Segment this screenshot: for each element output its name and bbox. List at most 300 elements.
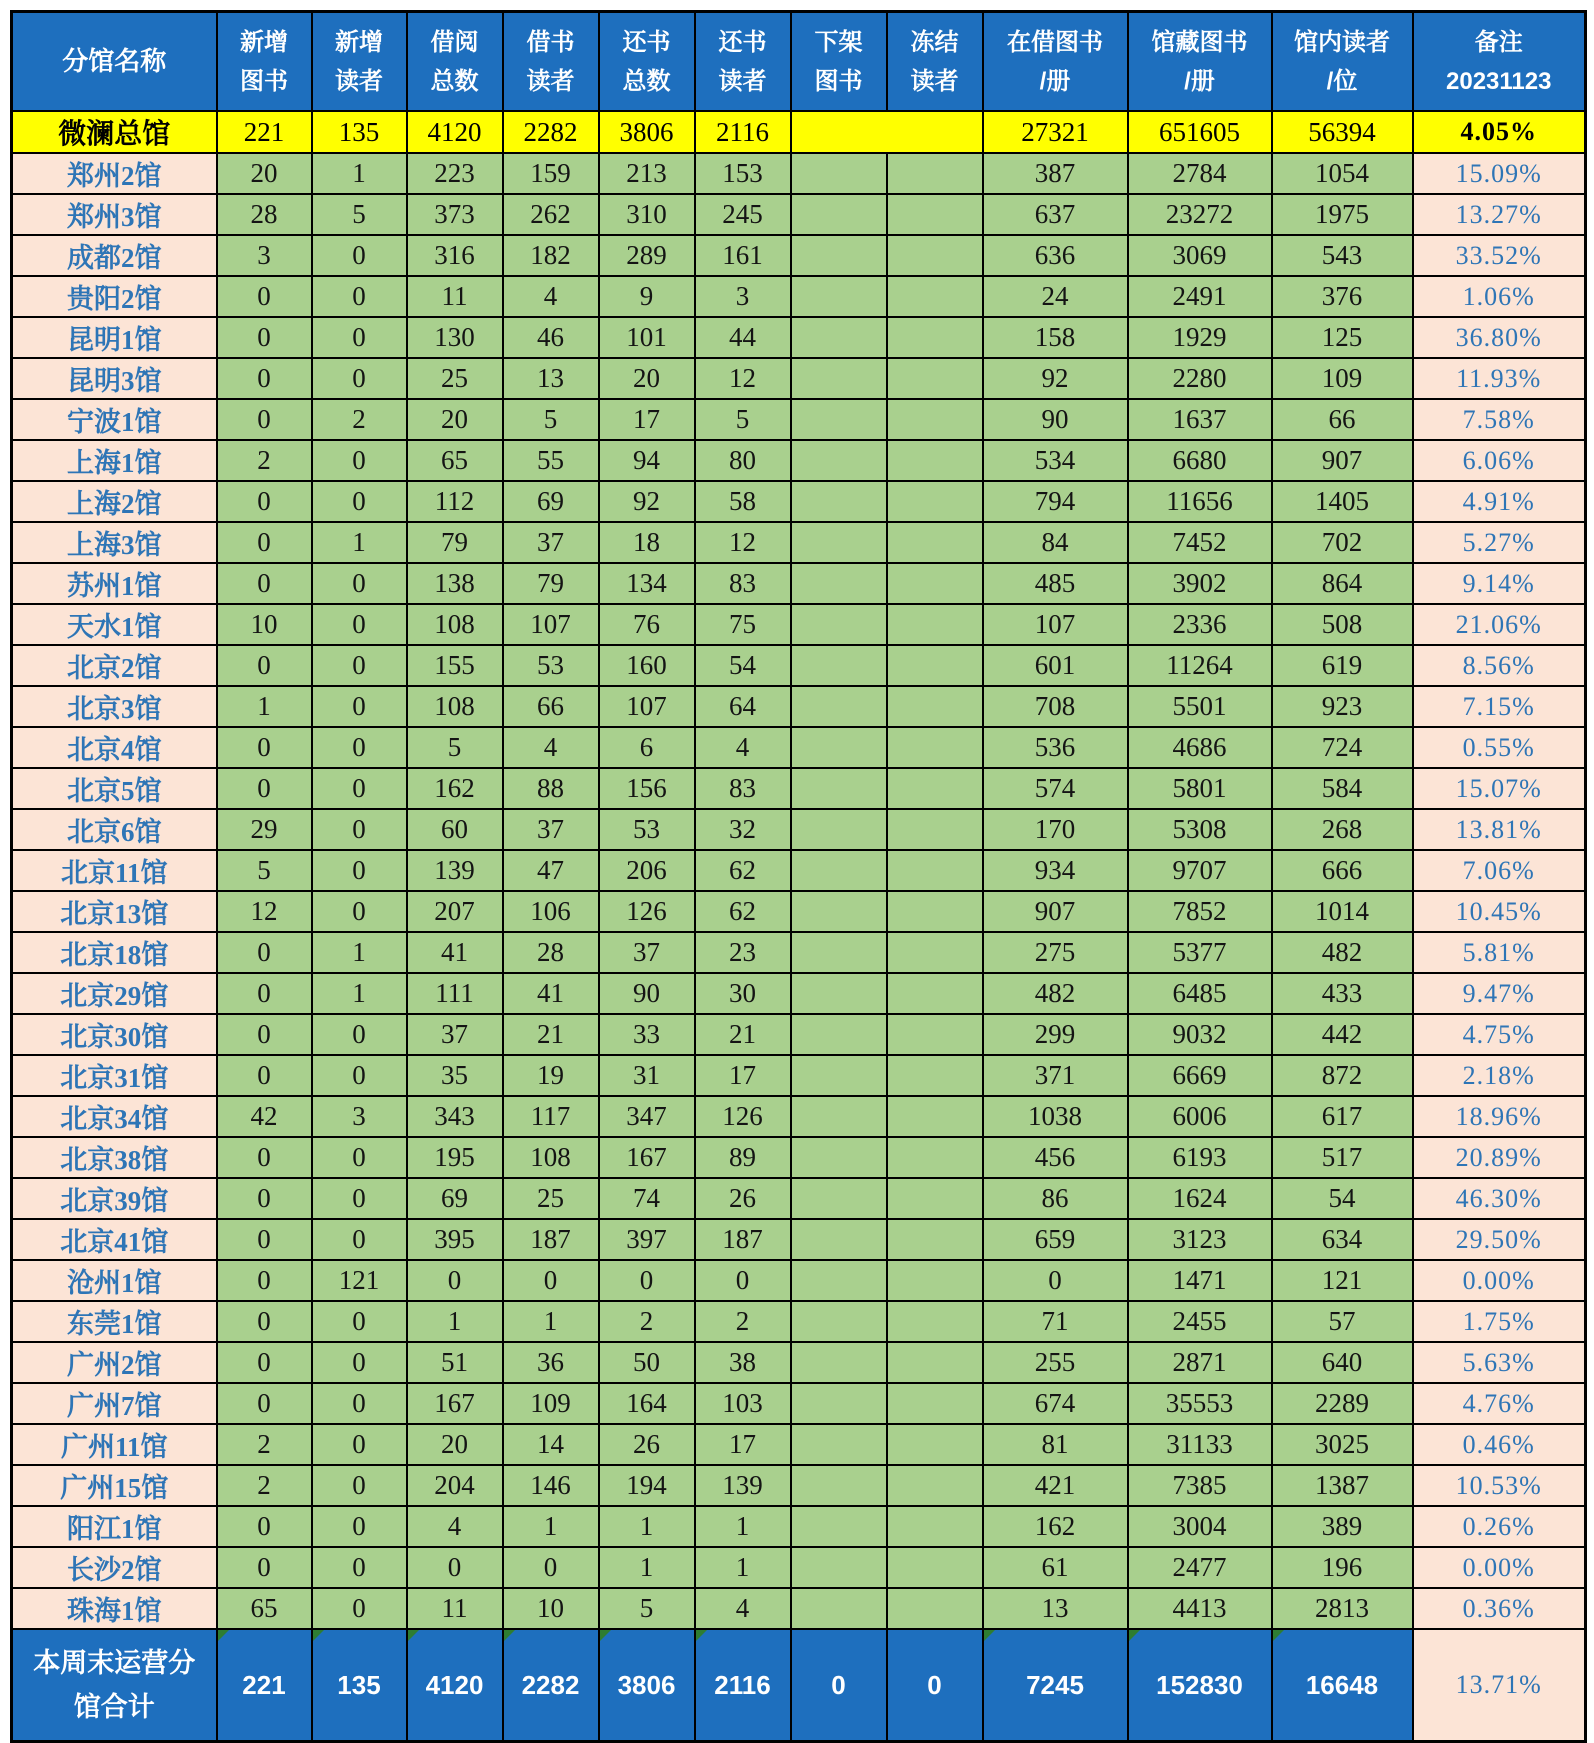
remark-cell[interactable]: 5.81%	[1413, 932, 1586, 973]
value-cell-removed_books[interactable]	[791, 440, 887, 481]
value-cell-new_readers[interactable]: 0	[312, 276, 407, 317]
value-cell-removed_books[interactable]	[791, 399, 887, 440]
value-cell-borrow_readers[interactable]: 55	[503, 440, 599, 481]
value-cell-removed_books[interactable]	[791, 1137, 887, 1178]
value-cell-books_on_loan[interactable]: 81	[983, 1424, 1128, 1465]
remark-cell[interactable]: 46.30%	[1413, 1178, 1586, 1219]
remark-cell[interactable]: 29.50%	[1413, 1219, 1586, 1260]
value-cell-library_readers[interactable]: 376	[1272, 276, 1413, 317]
value-cell-frozen_readers[interactable]	[887, 1588, 983, 1629]
value-cell-return_readers[interactable]: 153	[695, 153, 791, 194]
column-header-return_readers[interactable]	[695, 12, 791, 112]
value-cell-new_books[interactable]: 0	[217, 1383, 312, 1424]
branch-name-cell[interactable]: 宁波1馆	[12, 399, 217, 440]
branch-name-cell[interactable]: 东莞1馆	[12, 1301, 217, 1342]
branch-name-cell[interactable]: 广州15馆	[12, 1465, 217, 1506]
remark-cell[interactable]: 4.76%	[1413, 1383, 1586, 1424]
value-cell-books_on_loan[interactable]: 421	[983, 1465, 1128, 1506]
value-cell-return_total[interactable]: 20	[599, 358, 695, 399]
value-cell-collection_books[interactable]: 4686	[1128, 727, 1272, 768]
remark-cell[interactable]: 7.06%	[1413, 850, 1586, 891]
value-cell-collection_books[interactable]: 3004	[1128, 1506, 1272, 1547]
branch-name-cell[interactable]: 贵阳2馆	[12, 276, 217, 317]
value-cell-borrow_total[interactable]: 111	[407, 973, 503, 1014]
total-cell-new_readers[interactable]: 135	[312, 111, 407, 153]
value-cell-frozen_readers[interactable]	[887, 604, 983, 645]
value-cell-return_readers[interactable]: 38	[695, 1342, 791, 1383]
value-cell-frozen_readers[interactable]	[887, 768, 983, 809]
value-cell-library_readers[interactable]: 666	[1272, 850, 1413, 891]
value-cell-new_books[interactable]: 29	[217, 809, 312, 850]
value-cell-borrow_total[interactable]: 108	[407, 604, 503, 645]
value-cell-books_on_loan[interactable]: 934	[983, 850, 1128, 891]
value-cell-borrow_total[interactable]: 60	[407, 809, 503, 850]
value-cell-books_on_loan[interactable]: 92	[983, 358, 1128, 399]
branch-name-cell[interactable]: 广州7馆	[12, 1383, 217, 1424]
value-cell-frozen_readers[interactable]	[887, 358, 983, 399]
value-cell-new_readers[interactable]: 1	[312, 932, 407, 973]
value-cell-removed_books[interactable]	[791, 1342, 887, 1383]
remark-cell[interactable]: 15.09%	[1413, 153, 1586, 194]
value-cell-borrow_total[interactable]: 20	[407, 1424, 503, 1465]
remark-cell[interactable]: 1.06%	[1413, 276, 1586, 317]
value-cell-return_readers[interactable]: 83	[695, 768, 791, 809]
remark-cell[interactable]: 0.00%	[1413, 1547, 1586, 1588]
branch-name-cell[interactable]: 北京41馆	[12, 1219, 217, 1260]
value-cell-frozen_readers[interactable]	[887, 399, 983, 440]
value-cell-books_on_loan[interactable]: 162	[983, 1506, 1128, 1547]
value-cell-return_readers[interactable]: 1	[695, 1547, 791, 1588]
branch-name-cell[interactable]: 阳江1馆	[12, 1506, 217, 1547]
value-cell-removed_books[interactable]	[791, 1096, 887, 1137]
branch-name-cell[interactable]: 昆明1馆	[12, 317, 217, 358]
value-cell-library_readers[interactable]: 634	[1272, 1219, 1413, 1260]
value-cell-return_total[interactable]: 107	[599, 686, 695, 727]
value-cell-frozen_readers[interactable]	[887, 1547, 983, 1588]
value-cell-books_on_loan[interactable]: 794	[983, 481, 1128, 522]
value-cell-borrow_readers[interactable]: 262	[503, 194, 599, 235]
value-cell-library_readers[interactable]: 389	[1272, 1506, 1413, 1547]
value-cell-collection_books[interactable]: 2477	[1128, 1547, 1272, 1588]
value-cell-collection_books[interactable]: 2336	[1128, 604, 1272, 645]
branch-name-cell[interactable]: 郑州3馆	[12, 194, 217, 235]
remark-cell[interactable]: 1.75%	[1413, 1301, 1586, 1342]
value-cell-borrow_readers[interactable]: 1	[503, 1506, 599, 1547]
value-cell-return_readers[interactable]: 5	[695, 399, 791, 440]
value-cell-borrow_readers[interactable]: 36	[503, 1342, 599, 1383]
value-cell-borrow_total[interactable]: 108	[407, 686, 503, 727]
value-cell-books_on_loan[interactable]: 1038	[983, 1096, 1128, 1137]
value-cell-return_readers[interactable]: 245	[695, 194, 791, 235]
value-cell-return_total[interactable]: 9	[599, 276, 695, 317]
branch-name-cell[interactable]: 北京4馆	[12, 727, 217, 768]
value-cell-borrow_readers[interactable]: 53	[503, 645, 599, 686]
value-cell-borrow_total[interactable]: 37	[407, 1014, 503, 1055]
value-cell-return_readers[interactable]: 62	[695, 850, 791, 891]
value-cell-return_total[interactable]: 2	[599, 1301, 695, 1342]
value-cell-borrow_total[interactable]: 4	[407, 1506, 503, 1547]
value-cell-borrow_readers[interactable]: 21	[503, 1014, 599, 1055]
value-cell-library_readers[interactable]: 3025	[1272, 1424, 1413, 1465]
value-cell-removed_books[interactable]	[791, 645, 887, 686]
remark-cell[interactable]: 0.55%	[1413, 727, 1586, 768]
value-cell-collection_books[interactable]: 3902	[1128, 563, 1272, 604]
value-cell-new_books[interactable]: 2	[217, 1465, 312, 1506]
value-cell-removed_books[interactable]	[791, 317, 887, 358]
value-cell-books_on_loan[interactable]: 485	[983, 563, 1128, 604]
value-cell-library_readers[interactable]: 1014	[1272, 891, 1413, 932]
remark-cell[interactable]: 4.91%	[1413, 481, 1586, 522]
remark-cell[interactable]: 9.47%	[1413, 973, 1586, 1014]
value-cell-frozen_readers[interactable]	[887, 194, 983, 235]
value-cell-new_books[interactable]: 0	[217, 1342, 312, 1383]
value-cell-return_total[interactable]: 76	[599, 604, 695, 645]
branch-name-cell[interactable]: 沧州1馆	[12, 1260, 217, 1301]
remark-cell[interactable]: 8.56%	[1413, 645, 1586, 686]
value-cell-books_on_loan[interactable]: 86	[983, 1178, 1128, 1219]
branch-name-cell[interactable]: 北京13馆	[12, 891, 217, 932]
column-header-remark[interactable]	[1413, 12, 1586, 112]
value-cell-frozen_readers[interactable]	[887, 1424, 983, 1465]
column-header-frozen_readers[interactable]	[887, 12, 983, 112]
value-cell-frozen_readers[interactable]	[887, 973, 983, 1014]
value-cell-books_on_loan[interactable]: 158	[983, 317, 1128, 358]
value-cell-new_readers[interactable]: 0	[312, 358, 407, 399]
total-cell-library_readers[interactable]: 56394	[1272, 111, 1413, 153]
value-cell-borrow_total[interactable]: 0	[407, 1260, 503, 1301]
branch-name-cell[interactable]: 广州2馆	[12, 1342, 217, 1383]
value-cell-borrow_total[interactable]: 51	[407, 1342, 503, 1383]
value-cell-removed_books[interactable]	[791, 973, 887, 1014]
value-cell-borrow_readers[interactable]: 4	[503, 276, 599, 317]
value-cell-return_readers[interactable]: 1	[695, 1506, 791, 1547]
value-cell-new_readers[interactable]: 0	[312, 317, 407, 358]
branch-name-cell[interactable]: 北京31馆	[12, 1055, 217, 1096]
value-cell-return_total[interactable]: 101	[599, 317, 695, 358]
value-cell-frozen_readers[interactable]	[887, 1465, 983, 1506]
value-cell-borrow_readers[interactable]: 146	[503, 1465, 599, 1506]
value-cell-collection_books[interactable]: 5801	[1128, 768, 1272, 809]
remark-cell[interactable]: 36.80%	[1413, 317, 1586, 358]
branch-name-cell[interactable]: 北京34馆	[12, 1096, 217, 1137]
value-cell-frozen_readers[interactable]	[887, 1137, 983, 1178]
value-cell-return_readers[interactable]: 17	[695, 1055, 791, 1096]
value-cell-library_readers[interactable]: 1054	[1272, 153, 1413, 194]
value-cell-frozen_readers[interactable]	[887, 1383, 983, 1424]
value-cell-frozen_readers[interactable]	[887, 235, 983, 276]
value-cell-removed_books[interactable]	[791, 850, 887, 891]
value-cell-collection_books[interactable]: 6485	[1128, 973, 1272, 1014]
value-cell-new_books[interactable]: 0	[217, 276, 312, 317]
value-cell-new_books[interactable]: 0	[217, 1178, 312, 1219]
value-cell-return_total[interactable]: 156	[599, 768, 695, 809]
value-cell-new_books[interactable]: 0	[217, 399, 312, 440]
value-cell-removed_books[interactable]	[791, 891, 887, 932]
value-cell-books_on_loan[interactable]: 907	[983, 891, 1128, 932]
value-cell-books_on_loan[interactable]: 371	[983, 1055, 1128, 1096]
remark-cell[interactable]: 18.96%	[1413, 1096, 1586, 1137]
value-cell-return_readers[interactable]: 32	[695, 809, 791, 850]
value-cell-return_readers[interactable]: 62	[695, 891, 791, 932]
value-cell-borrow_total[interactable]: 207	[407, 891, 503, 932]
value-cell-removed_books[interactable]	[791, 1588, 887, 1629]
value-cell-books_on_loan[interactable]: 255	[983, 1342, 1128, 1383]
value-cell-new_readers[interactable]: 0	[312, 850, 407, 891]
value-cell-library_readers[interactable]: 619	[1272, 645, 1413, 686]
value-cell-borrow_total[interactable]: 139	[407, 850, 503, 891]
value-cell-return_readers[interactable]: 30	[695, 973, 791, 1014]
value-cell-frozen_readers[interactable]	[887, 317, 983, 358]
value-cell-new_readers[interactable]: 0	[312, 1424, 407, 1465]
value-cell-library_readers[interactable]: 2813	[1272, 1588, 1413, 1629]
value-cell-frozen_readers[interactable]	[887, 1342, 983, 1383]
value-cell-removed_books[interactable]	[791, 686, 887, 727]
remark-cell[interactable]: 10.53%	[1413, 1465, 1586, 1506]
remark-cell[interactable]: 9.14%	[1413, 563, 1586, 604]
remark-cell[interactable]: 13.81%	[1413, 809, 1586, 850]
value-cell-borrow_readers[interactable]: 14	[503, 1424, 599, 1465]
value-cell-removed_books[interactable]	[791, 522, 887, 563]
value-cell-borrow_readers[interactable]: 108	[503, 1137, 599, 1178]
value-cell-frozen_readers[interactable]	[887, 481, 983, 522]
remark-cell[interactable]: 13.27%	[1413, 194, 1586, 235]
value-cell-borrow_total[interactable]: 69	[407, 1178, 503, 1219]
value-cell-library_readers[interactable]: 617	[1272, 1096, 1413, 1137]
value-cell-books_on_loan[interactable]: 637	[983, 194, 1128, 235]
footer-value-cell-books_on_loan[interactable]: 7245	[983, 1629, 1128, 1742]
value-cell-new_readers[interactable]: 0	[312, 563, 407, 604]
value-cell-collection_books[interactable]: 2871	[1128, 1342, 1272, 1383]
value-cell-return_total[interactable]: 206	[599, 850, 695, 891]
remark-cell[interactable]: 10.45%	[1413, 891, 1586, 932]
value-cell-library_readers[interactable]: 543	[1272, 235, 1413, 276]
value-cell-return_total[interactable]: 347	[599, 1096, 695, 1137]
value-cell-borrow_total[interactable]: 223	[407, 153, 503, 194]
total-cell-collection_books[interactable]: 651605	[1128, 111, 1272, 153]
value-cell-borrow_total[interactable]: 155	[407, 645, 503, 686]
value-cell-books_on_loan[interactable]: 534	[983, 440, 1128, 481]
remark-cell[interactable]: 5.27%	[1413, 522, 1586, 563]
column-header-borrow_total[interactable]	[407, 12, 503, 112]
remark-cell[interactable]: 6.06%	[1413, 440, 1586, 481]
value-cell-library_readers[interactable]: 125	[1272, 317, 1413, 358]
value-cell-frozen_readers[interactable]	[887, 891, 983, 932]
value-cell-borrow_readers[interactable]: 4	[503, 727, 599, 768]
value-cell-library_readers[interactable]: 442	[1272, 1014, 1413, 1055]
value-cell-new_readers[interactable]: 0	[312, 768, 407, 809]
value-cell-return_readers[interactable]: 26	[695, 1178, 791, 1219]
footer-value-cell-removed_books[interactable]: 0	[791, 1629, 887, 1742]
value-cell-return_readers[interactable]: 12	[695, 358, 791, 399]
footer-value-cell-return_total[interactable]: 3806	[599, 1629, 695, 1742]
value-cell-borrow_readers[interactable]: 19	[503, 1055, 599, 1096]
value-cell-frozen_readers[interactable]	[887, 440, 983, 481]
value-cell-return_total[interactable]: 0	[599, 1260, 695, 1301]
remark-cell[interactable]: 15.07%	[1413, 768, 1586, 809]
value-cell-new_books[interactable]: 3	[217, 235, 312, 276]
branch-name-cell[interactable]: 北京6馆	[12, 809, 217, 850]
value-cell-return_readers[interactable]: 80	[695, 440, 791, 481]
value-cell-new_books[interactable]: 0	[217, 358, 312, 399]
value-cell-borrow_total[interactable]: 195	[407, 1137, 503, 1178]
value-cell-borrow_total[interactable]: 138	[407, 563, 503, 604]
value-cell-new_books[interactable]: 42	[217, 1096, 312, 1137]
value-cell-collection_books[interactable]: 1624	[1128, 1178, 1272, 1219]
value-cell-library_readers[interactable]: 517	[1272, 1137, 1413, 1178]
value-cell-return_readers[interactable]: 4	[695, 1588, 791, 1629]
value-cell-new_readers[interactable]: 3	[312, 1096, 407, 1137]
value-cell-new_books[interactable]: 10	[217, 604, 312, 645]
value-cell-return_readers[interactable]: 3	[695, 276, 791, 317]
value-cell-return_total[interactable]: 74	[599, 1178, 695, 1219]
value-cell-removed_books[interactable]	[791, 358, 887, 399]
value-cell-return_total[interactable]: 90	[599, 973, 695, 1014]
value-cell-collection_books[interactable]: 3069	[1128, 235, 1272, 276]
value-cell-new_readers[interactable]: 0	[312, 1137, 407, 1178]
value-cell-new_readers[interactable]: 0	[312, 1219, 407, 1260]
column-header-new_books[interactable]	[217, 12, 312, 112]
value-cell-return_readers[interactable]: 187	[695, 1219, 791, 1260]
value-cell-new_readers[interactable]: 0	[312, 440, 407, 481]
value-cell-new_readers[interactable]: 0	[312, 686, 407, 727]
value-cell-collection_books[interactable]: 4413	[1128, 1588, 1272, 1629]
value-cell-frozen_readers[interactable]	[887, 1178, 983, 1219]
footer-remark-cell[interactable]: 13.71%	[1413, 1629, 1586, 1742]
value-cell-borrow_readers[interactable]: 117	[503, 1096, 599, 1137]
value-cell-new_books[interactable]: 2	[217, 440, 312, 481]
value-cell-library_readers[interactable]: 724	[1272, 727, 1413, 768]
value-cell-books_on_loan[interactable]: 456	[983, 1137, 1128, 1178]
value-cell-removed_books[interactable]	[791, 1178, 887, 1219]
value-cell-library_readers[interactable]: 57	[1272, 1301, 1413, 1342]
value-cell-return_total[interactable]: 126	[599, 891, 695, 932]
value-cell-new_books[interactable]: 0	[217, 1055, 312, 1096]
value-cell-removed_books[interactable]	[791, 604, 887, 645]
value-cell-borrow_readers[interactable]: 46	[503, 317, 599, 358]
value-cell-borrow_readers[interactable]: 10	[503, 1588, 599, 1629]
value-cell-new_books[interactable]: 65	[217, 1588, 312, 1629]
remark-cell[interactable]: 0.26%	[1413, 1506, 1586, 1547]
column-header-collection_books[interactable]	[1128, 12, 1272, 112]
footer-value-cell-borrow_readers[interactable]: 2282	[503, 1629, 599, 1742]
branch-name-cell[interactable]: 上海2馆	[12, 481, 217, 522]
remark-cell[interactable]: 11.93%	[1413, 358, 1586, 399]
value-cell-frozen_readers[interactable]	[887, 153, 983, 194]
value-cell-collection_books[interactable]: 11264	[1128, 645, 1272, 686]
value-cell-borrow_total[interactable]: 25	[407, 358, 503, 399]
value-cell-new_readers[interactable]: 0	[312, 1014, 407, 1055]
value-cell-collection_books[interactable]: 7852	[1128, 891, 1272, 932]
value-cell-collection_books[interactable]: 9707	[1128, 850, 1272, 891]
value-cell-removed_books[interactable]	[791, 1014, 887, 1055]
value-cell-return_total[interactable]: 1	[599, 1506, 695, 1547]
value-cell-borrow_readers[interactable]: 182	[503, 235, 599, 276]
value-cell-new_books[interactable]: 28	[217, 194, 312, 235]
value-cell-library_readers[interactable]: 482	[1272, 932, 1413, 973]
value-cell-borrow_readers[interactable]: 66	[503, 686, 599, 727]
branch-name-cell[interactable]: 北京30馆	[12, 1014, 217, 1055]
value-cell-return_readers[interactable]: 54	[695, 645, 791, 686]
value-cell-library_readers[interactable]: 702	[1272, 522, 1413, 563]
value-cell-collection_books[interactable]: 5308	[1128, 809, 1272, 850]
value-cell-borrow_readers[interactable]: 0	[503, 1260, 599, 1301]
value-cell-new_readers[interactable]: 0	[312, 604, 407, 645]
value-cell-frozen_readers[interactable]	[887, 850, 983, 891]
value-cell-borrow_readers[interactable]: 13	[503, 358, 599, 399]
value-cell-return_total[interactable]: 31	[599, 1055, 695, 1096]
value-cell-return_readers[interactable]: 64	[695, 686, 791, 727]
value-cell-collection_books[interactable]: 9032	[1128, 1014, 1272, 1055]
branch-name-cell[interactable]: 广州11馆	[12, 1424, 217, 1465]
value-cell-new_books[interactable]: 5	[217, 850, 312, 891]
total-cell-return_readers[interactable]: 2116	[695, 111, 791, 153]
value-cell-borrow_total[interactable]: 373	[407, 194, 503, 235]
value-cell-borrow_readers[interactable]: 47	[503, 850, 599, 891]
remark-cell[interactable]: 20.89%	[1413, 1137, 1586, 1178]
value-cell-return_readers[interactable]: 103	[695, 1383, 791, 1424]
value-cell-return_total[interactable]: 37	[599, 932, 695, 973]
value-cell-new_books[interactable]: 2	[217, 1424, 312, 1465]
remark-cell[interactable]: 4.75%	[1413, 1014, 1586, 1055]
value-cell-return_total[interactable]: 194	[599, 1465, 695, 1506]
branch-name-cell[interactable]: 北京5馆	[12, 768, 217, 809]
remark-cell[interactable]: 7.58%	[1413, 399, 1586, 440]
remark-cell[interactable]: 5.63%	[1413, 1342, 1586, 1383]
value-cell-return_readers[interactable]: 4	[695, 727, 791, 768]
value-cell-books_on_loan[interactable]: 482	[983, 973, 1128, 1014]
value-cell-removed_books[interactable]	[791, 1301, 887, 1342]
value-cell-new_readers[interactable]: 0	[312, 1301, 407, 1342]
value-cell-books_on_loan[interactable]: 708	[983, 686, 1128, 727]
value-cell-books_on_loan[interactable]: 275	[983, 932, 1128, 973]
value-cell-library_readers[interactable]: 1405	[1272, 481, 1413, 522]
value-cell-collection_books[interactable]: 3123	[1128, 1219, 1272, 1260]
value-cell-borrow_total[interactable]: 11	[407, 1588, 503, 1629]
value-cell-books_on_loan[interactable]: 84	[983, 522, 1128, 563]
branch-name-cell[interactable]: 北京18馆	[12, 932, 217, 973]
value-cell-return_readers[interactable]: 126	[695, 1096, 791, 1137]
remark-cell[interactable]: 0.00%	[1413, 1260, 1586, 1301]
value-cell-new_readers[interactable]: 0	[312, 891, 407, 932]
value-cell-removed_books[interactable]	[791, 1547, 887, 1588]
value-cell-borrow_readers[interactable]: 37	[503, 809, 599, 850]
value-cell-collection_books[interactable]: 2280	[1128, 358, 1272, 399]
value-cell-new_readers[interactable]: 0	[312, 1383, 407, 1424]
value-cell-borrow_total[interactable]: 35	[407, 1055, 503, 1096]
value-cell-books_on_loan[interactable]: 13	[983, 1588, 1128, 1629]
value-cell-removed_books[interactable]	[791, 481, 887, 522]
value-cell-return_readers[interactable]: 75	[695, 604, 791, 645]
value-cell-return_total[interactable]: 134	[599, 563, 695, 604]
value-cell-borrow_total[interactable]: 11	[407, 276, 503, 317]
value-cell-collection_books[interactable]: 6669	[1128, 1055, 1272, 1096]
value-cell-collection_books[interactable]: 7452	[1128, 522, 1272, 563]
value-cell-borrow_readers[interactable]: 159	[503, 153, 599, 194]
value-cell-return_readers[interactable]: 44	[695, 317, 791, 358]
value-cell-library_readers[interactable]: 66	[1272, 399, 1413, 440]
value-cell-books_on_loan[interactable]: 170	[983, 809, 1128, 850]
branch-name-cell[interactable]: 郑州2馆	[12, 153, 217, 194]
value-cell-borrow_total[interactable]: 41	[407, 932, 503, 973]
value-cell-return_total[interactable]: 1	[599, 1547, 695, 1588]
value-cell-new_readers[interactable]: 0	[312, 727, 407, 768]
value-cell-frozen_readers[interactable]	[887, 809, 983, 850]
value-cell-return_readers[interactable]: 0	[695, 1260, 791, 1301]
value-cell-return_readers[interactable]: 89	[695, 1137, 791, 1178]
branch-name-cell[interactable]: 上海1馆	[12, 440, 217, 481]
value-cell-borrow_total[interactable]: 20	[407, 399, 503, 440]
remark-cell[interactable]: 21.06%	[1413, 604, 1586, 645]
